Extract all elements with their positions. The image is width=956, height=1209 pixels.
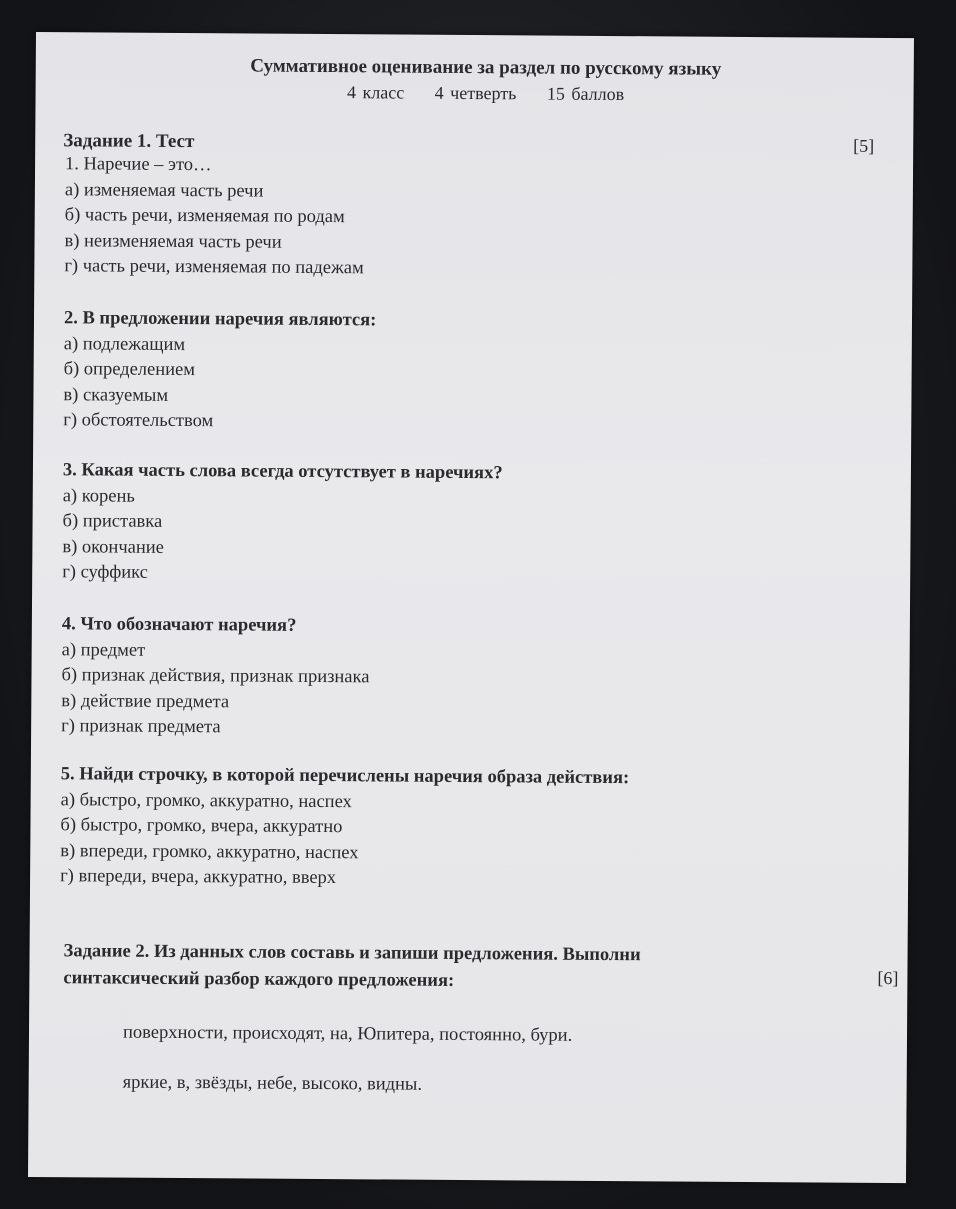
answer-option: г) обстоятельством <box>63 410 214 432</box>
document-title: Суммативное оценивание за раздел по русскому языку <box>250 55 722 80</box>
answer-option: б) признак действия, признак признака <box>61 665 370 688</box>
answer-option: г) суффикс <box>62 562 148 583</box>
answer-option: а) изменяемая часть речи <box>64 179 264 202</box>
answer-option: в) впереди, громко, аккуратно, наспех <box>60 840 359 863</box>
answer-option: а) подлежащим <box>63 333 186 355</box>
worksheet-page <box>28 32 914 1183</box>
answer-option: б) приставка <box>62 511 163 532</box>
quarter-label: 4 четверть <box>434 82 517 104</box>
question-title: 5. Найди строчку, в которой перечислены наречия образа действия: <box>60 764 630 789</box>
answer-option: в) действие предмета <box>61 690 230 712</box>
answer-option: в) неизменяемая часть речи <box>64 230 282 253</box>
answer-option: а) корень <box>62 485 135 507</box>
answer-option: г) часть речи, изменяемая по падежам <box>64 256 364 279</box>
answer-option: б) быстро, громко, вчера, аккуратно <box>60 815 343 838</box>
document-subtitle <box>36 80 936 107</box>
grade-label: 4 класс <box>346 82 405 103</box>
task2-heading-line2: синтаксический разбор каждого предложения: <box>63 968 455 991</box>
points-label: 15 баллов <box>546 83 625 105</box>
question-4 <box>61 612 370 742</box>
answer-option: в) окончание <box>62 536 164 558</box>
answer-option: б) часть речи, изменяемая по родам <box>64 205 345 228</box>
question-title: 2. В предложении наречия являются: <box>63 308 377 331</box>
question-title: 3. Какая часть слова всегда отсутствует в наречиях? <box>62 460 503 484</box>
question-5 <box>60 762 629 893</box>
answer-option: г) впереди, вчера, аккуратно, вверх <box>60 866 337 889</box>
answer-option: а) предмет <box>61 639 146 661</box>
answer-option: г) признак предмета <box>61 716 221 738</box>
answer-option: а) быстро, громко, аккуратно, наспех <box>60 789 352 812</box>
question-2 <box>63 306 376 436</box>
scrambled-sentence-2: яркие, в, звёзды, небе, высоко, видны. <box>122 1072 423 1095</box>
answer-option: б) определением <box>63 359 196 381</box>
task2-heading-line1: Задание 2. Из данных слов составь и запиши предложения. Выполни <box>63 941 641 966</box>
question-1 <box>64 152 364 282</box>
task2-heading <box>63 938 908 998</box>
task1-score: [5] <box>853 135 875 156</box>
question-title: 1. Наречие – это… <box>65 154 212 176</box>
question-title: 4. Что обозначают наречия? <box>61 614 297 636</box>
question-3 <box>62 458 503 589</box>
task2-score: [6] <box>877 967 899 989</box>
answer-option: в) сказуемым <box>63 384 169 406</box>
scrambled-sentence-1: поверхности, происходят, на, Юпитера, постоянно, бури. <box>122 1022 573 1046</box>
task1-heading: Задание 1. Тест <box>63 130 195 153</box>
